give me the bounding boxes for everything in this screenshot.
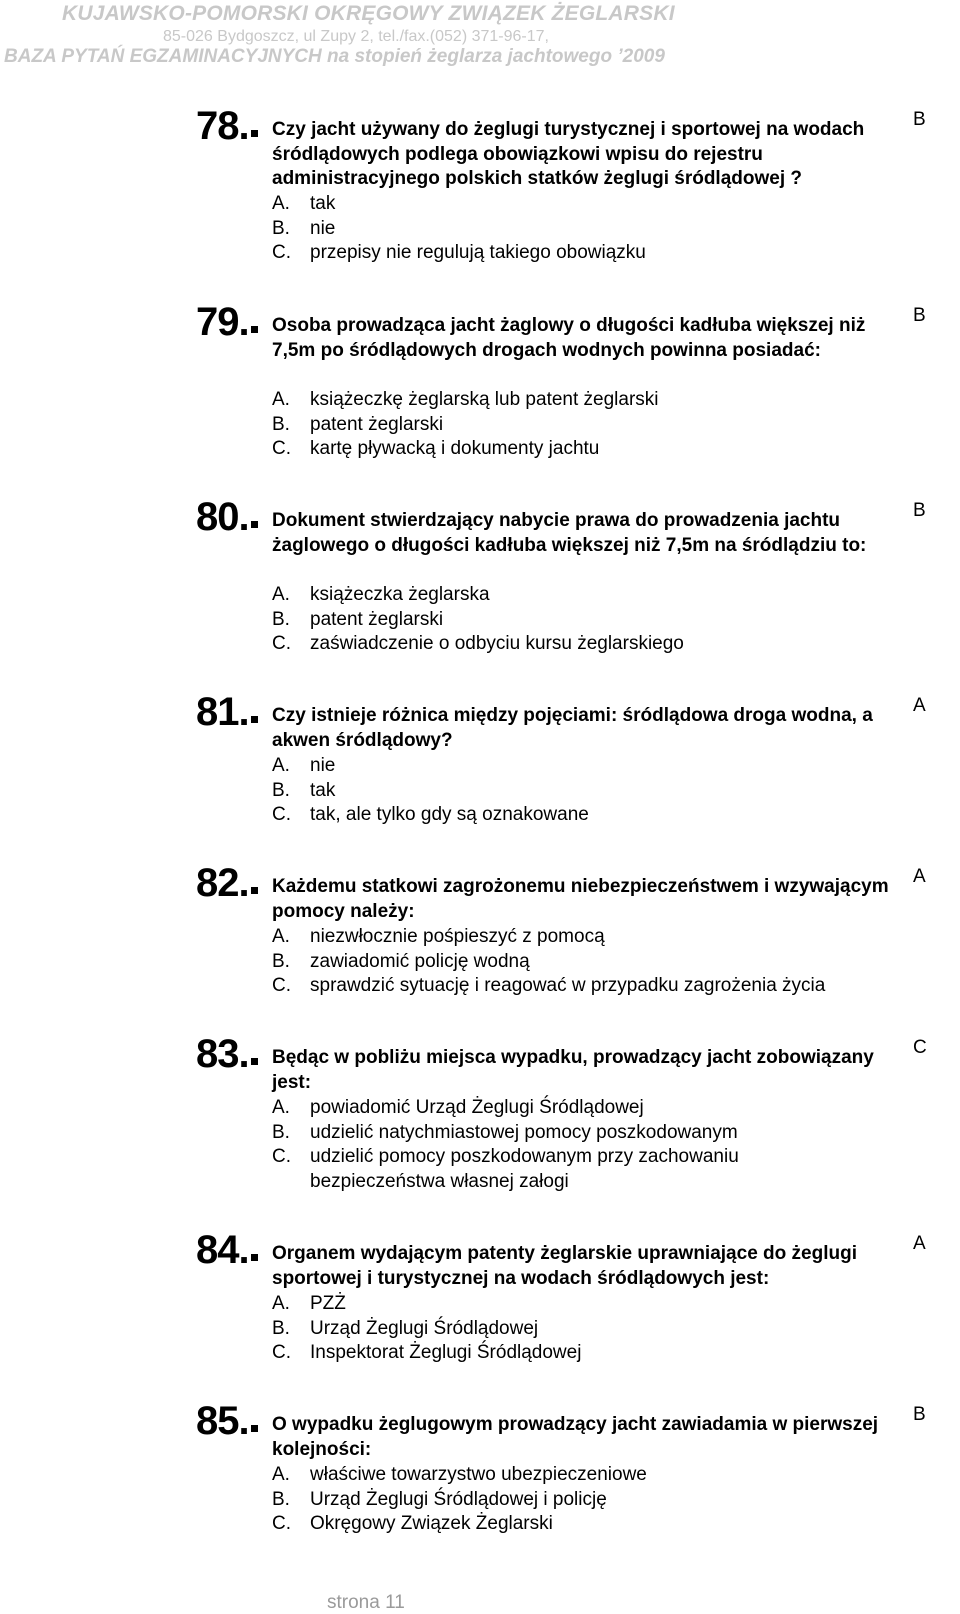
- option-b: B. Urząd Żeglugi Śródlądowej: [272, 1317, 539, 1339]
- correct-answer: B: [913, 305, 926, 326]
- option-a: A. tak: [272, 193, 336, 214]
- question-text: Osoba prowadząca jacht żaglowy o długości kadłuba większej niż 7,5m po śródlądowych drogach wodnych powinna posiadać:: [272, 315, 866, 361]
- question-text: Czy jacht używany do żeglugi turystycznej i sportowej na wodach śródlądowych podlega obowiązkowi wpisu do rejestru administracyjnego polskich statków żeglugi śródlądowej ?: [272, 119, 865, 189]
- question-number: 82.: [196, 863, 258, 903]
- option-b: B. patent żeglarski: [272, 413, 444, 435]
- option-a: A. niezwłocznie pośpieszyć z pomocą: [272, 926, 605, 947]
- header-address: 85-026 Bydgoszcz, ul Zupy 2, tel./fax.(052) 371-96-17,: [163, 28, 549, 45]
- option-c: C. Okręgowy Związek Żeglarski: [272, 1513, 553, 1534]
- question-text: O wypadku żeglugowym prowadzący jacht zawiadamia w pierwszej kolejności:: [272, 1414, 879, 1460]
- answer-options: [272, 925, 912, 999]
- correct-answer: A: [913, 866, 926, 887]
- question-text: Dokument stwierdzający nabycie prawa do prowadzenia jachtu żaglowego o długości kadłuba większej niż 7,5m na śródlądziu to:: [272, 510, 867, 556]
- question-number: 79.: [196, 302, 258, 342]
- answer-options: [272, 388, 912, 462]
- answer-options: [272, 1096, 912, 1194]
- option-c: C. Inspektorat Żeglugi Śródlądowej: [272, 1342, 582, 1363]
- answer-options: [272, 583, 912, 657]
- option-b: B. patent żeglarski: [272, 608, 444, 630]
- answer-options: [272, 192, 912, 266]
- option-b: B. udzielić natychmiastowej pomocy poszkodowanym: [272, 1121, 738, 1143]
- answer-options: [272, 754, 912, 828]
- question-number: 81.: [196, 692, 258, 732]
- correct-answer: A: [913, 1233, 926, 1254]
- question-number: 80.: [196, 497, 258, 537]
- option-b: B. nie: [272, 217, 336, 239]
- question-number: 83.: [196, 1034, 258, 1074]
- correct-answer: A: [913, 695, 926, 716]
- answer-options: [272, 1463, 912, 1537]
- option-a: A. książeczka żeglarska: [272, 584, 490, 605]
- question-text: Organem wydającym patenty żeglarskie uprawniające do żeglugi sportowej i turystycznej na wodach śródlądowych jest:: [272, 1243, 857, 1289]
- option-a: A. właściwe towarzystwo ubezpieczeniowe: [272, 1464, 647, 1485]
- option-c: C. zaświadczenie o odbyciu kursu żeglarskiego: [272, 633, 684, 654]
- option-b: B. Urząd Żeglugi Śródlądowej i policję: [272, 1488, 607, 1510]
- option-a: A. PZŻ: [272, 1293, 346, 1314]
- answer-options: [272, 1292, 912, 1366]
- correct-answer: B: [913, 500, 926, 521]
- option-a: A. powiadomić Urząd Żeglugi Śródlądowej: [272, 1097, 644, 1118]
- correct-answer: B: [913, 1404, 926, 1425]
- option-c: C. tak, ale tylko gdy są oznakowane: [272, 804, 589, 825]
- option-c: C. sprawdzić sytuację i reagować w przypadku zagrożenia życia: [272, 975, 826, 996]
- option-a: A. nie: [272, 755, 336, 776]
- option-b: B. tak: [272, 779, 336, 801]
- page-number: strona 11: [327, 1592, 405, 1613]
- correct-answer: C: [913, 1037, 927, 1058]
- question-number: 78.: [196, 106, 258, 146]
- option-a: A. książeczkę żeglarską lub patent żeglarski: [272, 389, 659, 410]
- option-c: C. kartę pływacką i dokumenty jachtu: [272, 438, 600, 459]
- question-text: Każdemu statkowi zagrożonemu niebezpieczeństwem i wzywającym pomocy należy:: [272, 876, 889, 922]
- option-b: B. zawiadomić policję wodną: [272, 950, 530, 972]
- option-c: C. udzielić pomocy poszkodowanym przy zachowaniu bezpieczeństwa własnej załogi: [272, 1146, 739, 1192]
- question-text: Będąc w pobliżu miejsca wypadku, prowadzący jacht zobowiązany jest:: [272, 1047, 874, 1093]
- option-c: C. przepisy nie regulują takiego obowiązku: [272, 242, 646, 263]
- header-question-base-title: BAZA PYTAŃ EGZAMINACYJNYCH na stopień żeglarza jachtowego ’2009: [4, 46, 665, 67]
- header-organization: KUJAWSKO-POMORSKI OKRĘGOWY ZWIĄZEK ŻEGLARSKI: [62, 2, 675, 25]
- question-text: Czy istnieje różnica między pojęciami: śródlądowa droga wodna, a akwen śródlądowy?: [272, 705, 873, 751]
- question-number: 85.: [196, 1401, 258, 1441]
- question-number: 84.: [196, 1230, 258, 1270]
- correct-answer: B: [913, 109, 926, 130]
